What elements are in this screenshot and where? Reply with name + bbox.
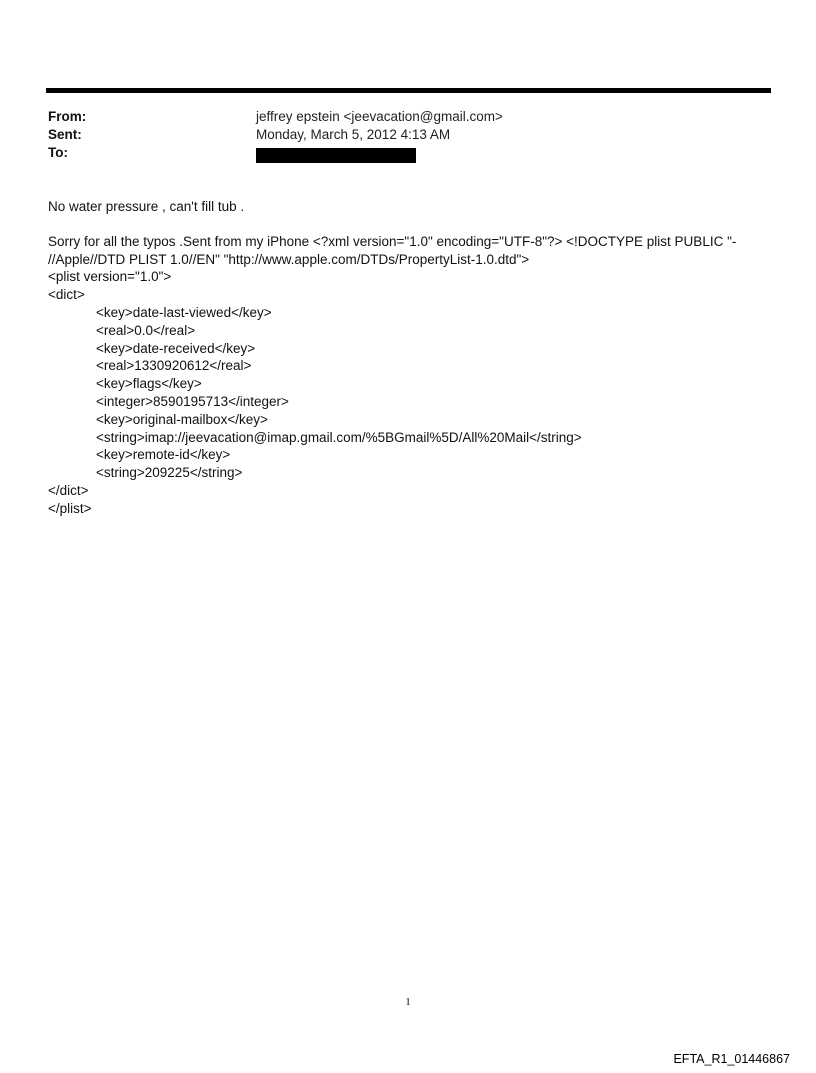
plist-open-line: <plist version="1.0"> [48, 269, 172, 285]
plist-entry: <real>0.0</real> [96, 322, 196, 338]
plist-entry: <key>original-mailbox</key> [96, 411, 268, 427]
page-number: 1 [405, 996, 411, 1008]
from-row [48, 108, 748, 126]
plist-entry: <key>remote-id</key> [96, 447, 231, 463]
redaction-box [256, 148, 416, 163]
to-row [48, 144, 748, 162]
body-line-doctype: //Apple//DTD PLIST 1.0//EN" "http://www.apple.com/DTDs/PropertyList-1.0.dtd"> [48, 251, 530, 267]
plist-entry: <integer>8590195713</integer> [96, 393, 289, 409]
sent-label: Sent: [48, 127, 82, 142]
plist-entry: <key>date-received</key> [96, 340, 256, 356]
email-header [48, 108, 748, 162]
plist-close-line: </plist> [48, 500, 92, 516]
header-divider [46, 88, 771, 93]
sent-row [48, 126, 748, 144]
from-label: From: [48, 109, 87, 124]
plist-entry: <string>imap://jeevacation@imap.gmail.com/%5BGmail%5D/All%20Mail</string> [96, 429, 582, 445]
dict-close-line: </dict> [48, 482, 89, 498]
plist-entry: <string>209225</string> [96, 465, 243, 481]
to-label: To: [48, 145, 68, 160]
document-id: EFTA_R1_01446867 [673, 1052, 790, 1066]
paragraph-spacer [48, 216, 738, 233]
plist-entry: <key>flags</key> [96, 376, 202, 392]
from-value: jeffrey epstein <jeevacation@gmail.com> [256, 109, 503, 124]
email-body [48, 198, 738, 518]
sent-value: Monday, March 5, 2012 4:13 AM [256, 127, 451, 142]
plist-entry: <real>1330920612</real> [96, 358, 252, 374]
plist-entry: <key>date-last-viewed</key> [96, 304, 272, 320]
body-line-water-pressure: No water pressure , can't fill tub . [48, 199, 245, 214]
dict-open-line: <dict> [48, 287, 85, 303]
body-line-typos: Sorry for all the typos .Sent from my iPhone <?xml version="1.0" encoding="UTF-8"?> <!DOCTYPE plist PUBLIC "- [48, 233, 737, 249]
